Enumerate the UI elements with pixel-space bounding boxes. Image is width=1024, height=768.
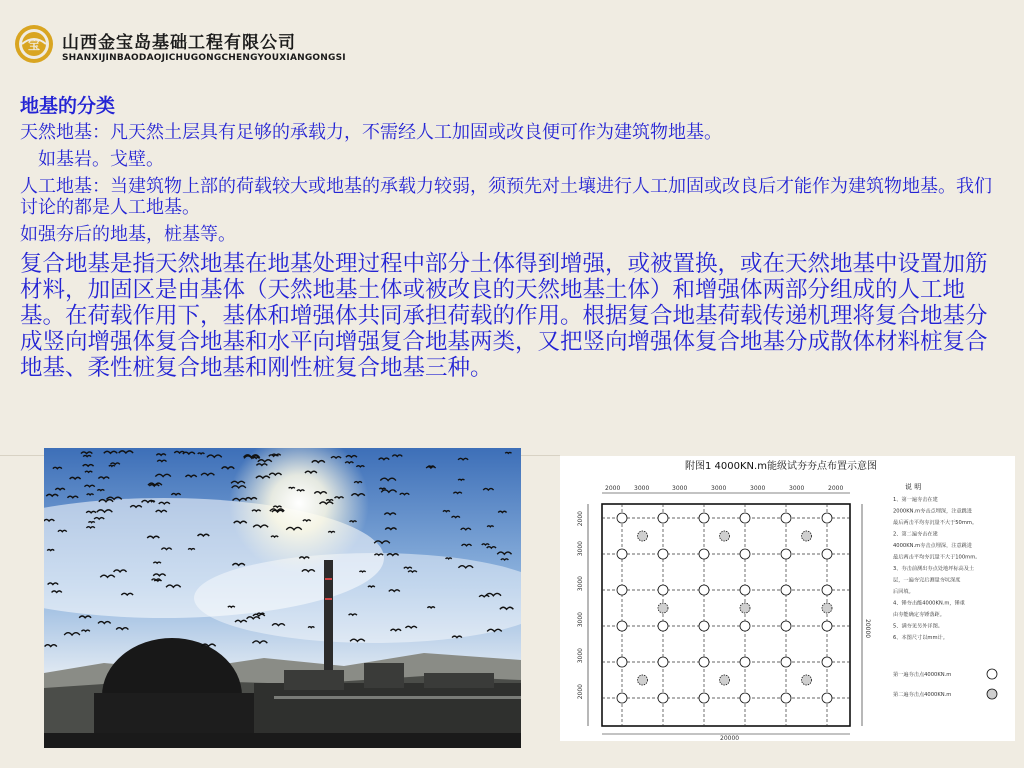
tamping-point-first xyxy=(740,657,750,667)
tamping-point-first xyxy=(822,549,832,559)
bird-shape xyxy=(379,488,385,489)
tamping-point-first xyxy=(699,657,709,667)
plan-note: 2、第二遍夯击在建 xyxy=(893,531,938,538)
plan-note: 6、本图尺寸以mm计。 xyxy=(893,635,948,641)
top-dimension-label: 3000 xyxy=(634,485,650,492)
tamping-point-first xyxy=(822,513,832,523)
bird-shape xyxy=(443,511,450,512)
bird-shape xyxy=(446,558,452,559)
top-dimension-label: 2000 xyxy=(605,485,621,492)
plan-title: 附图1 4000KN.m能级试夯夯点布置示意图 xyxy=(685,461,877,472)
bird-shape xyxy=(328,531,335,532)
tamping-point-second xyxy=(720,675,730,685)
top-dimension-label: 2000 xyxy=(828,485,844,492)
top-dimension-label: 3000 xyxy=(672,485,688,492)
bird-shape xyxy=(308,627,314,628)
left-dimension-label: 3000 xyxy=(577,541,584,557)
tamping-point-first xyxy=(781,585,791,595)
plan-note: 最后两击平均夯沉量不大于50mm。 xyxy=(893,520,978,526)
bird-shape xyxy=(47,549,54,550)
plan-note: 后回填。 xyxy=(893,589,914,595)
bird-shape xyxy=(88,522,94,523)
bird-shape xyxy=(289,487,295,488)
bird-shape xyxy=(85,471,92,472)
section-title: 地基的分类 xyxy=(20,95,116,117)
bird-shape xyxy=(427,607,434,608)
plan-note: 最后两击平均夯沉量不大于100mm。 xyxy=(893,554,981,561)
bird-shape xyxy=(198,453,205,454)
paragraph-artificial-examples: 如强夯后的地基，桩基等。 xyxy=(20,224,236,245)
tamping-point-first xyxy=(617,621,627,631)
tamping-point-second xyxy=(802,531,812,541)
tamping-point-first xyxy=(740,693,750,703)
tamping-point-first xyxy=(740,549,750,559)
tamping-point-first xyxy=(617,549,627,559)
tamping-point-first xyxy=(658,513,668,523)
tamping-plan-drawing xyxy=(560,456,1015,741)
left-dimension-label: 2000 xyxy=(577,511,584,527)
plan-note: 5、满夯见另外详图。 xyxy=(893,623,943,630)
tamping-point-first xyxy=(781,657,791,667)
plan-note: 由夯能确定夯锤落距。 xyxy=(893,612,945,618)
bird-shape xyxy=(87,494,94,495)
bird-shape xyxy=(297,490,305,491)
left-dimension-label: 3000 xyxy=(577,576,584,592)
bird-shape xyxy=(482,544,489,545)
plan-note: 1、第一遍夯击在建 xyxy=(893,497,938,503)
tamping-point-first xyxy=(740,621,750,631)
legend-second-point-icon xyxy=(987,689,997,699)
paragraph-artificial-foundation: 人工地基：当建筑物上部的荷载较大或地基的承载力较弱，须预先对土壤进行人工加固或改良后才能作为建筑物地基。我们讨论的都是人工地基。 xyxy=(20,176,992,218)
tamping-point-first xyxy=(699,693,709,703)
tamping-point-first xyxy=(822,657,832,667)
tamping-point-first xyxy=(740,513,750,523)
tamping-point-first xyxy=(699,513,709,523)
bird-shape xyxy=(354,482,362,483)
bird-shape xyxy=(359,571,365,572)
header xyxy=(0,0,1024,80)
plan-note: 3、夯击前测出夯点处地坪标高及土 xyxy=(893,566,975,572)
tamping-point-first xyxy=(658,621,668,631)
left-dimension-label: 2000 xyxy=(577,684,584,700)
tamping-point-first xyxy=(822,693,832,703)
tamping-point-first xyxy=(617,657,627,667)
tamping-point-second xyxy=(720,531,730,541)
bird-shape xyxy=(350,521,357,522)
top-dimension-label: 3000 xyxy=(711,485,727,492)
tamping-point-first xyxy=(740,585,750,595)
legend-item-label: 第一遍夯击点4000KN.m xyxy=(893,672,952,678)
bird-shape xyxy=(188,549,195,550)
legend-first-point-icon xyxy=(987,669,997,679)
left-dimension-label: 3000 xyxy=(577,648,584,664)
company-name-cn: 山西金宝岛基础工程有限公司 xyxy=(62,33,296,53)
tamping-point-first xyxy=(822,585,832,595)
tamping-point-second xyxy=(658,603,668,613)
tamping-point-first xyxy=(822,621,832,631)
tamping-point-second xyxy=(822,603,832,613)
bird-shape xyxy=(149,501,155,502)
bird-shape xyxy=(228,606,235,607)
legend-title: 说 明 xyxy=(905,483,922,491)
company-logo-icon xyxy=(14,24,54,64)
paragraph-composite-foundation: 复合地基是指天然地基在地基处理过程中部分土体得到增强，或被置换，或在天然地基中设置加筋材料，加固区是由基体（天然地基土体或被改良的天然地基土体）和增强体两部分组成的人工地基。在荷载作用下，基体和增强体共同承担荷载的作用。根据复合地基荷载传递机理将复合地基分成竖向增强体复合地基和水平向增强复合地基两类，又把竖向增强体复合地基分成散体材料桩复合地基、柔性桩复合地基和刚性桩复合地基三种。 xyxy=(20,251,988,381)
top-dimension-label: 3000 xyxy=(750,485,766,492)
tamping-point-second xyxy=(802,675,812,685)
plan-note: 4、锤夯击能4000KN.m，锤重 xyxy=(893,600,965,607)
power-plant-photo xyxy=(44,448,521,748)
tamping-point-first xyxy=(781,549,791,559)
bird-shape xyxy=(271,536,278,537)
tamping-point-first xyxy=(658,693,668,703)
bird-shape xyxy=(326,500,333,501)
right-dimension: 20000 xyxy=(864,619,871,639)
tamping-point-first xyxy=(699,585,709,595)
tamping-point-first xyxy=(699,621,709,631)
plan-note: 4000KN.m夯击点埋深，注意跳进 xyxy=(893,543,973,549)
bird-shape xyxy=(368,586,375,587)
paragraph-natural-examples: 如基岩。戈壁。 xyxy=(38,149,164,170)
left-dimension-label: 3000 xyxy=(577,612,584,628)
tamping-point-first xyxy=(617,693,627,703)
bird-shape xyxy=(303,520,311,521)
bird-shape xyxy=(153,562,161,563)
bird-shape xyxy=(458,479,464,480)
tamping-point-second xyxy=(638,531,648,541)
bird-shape xyxy=(97,490,104,491)
tamping-point-first xyxy=(617,513,627,523)
tamping-point-first xyxy=(781,693,791,703)
main-content xyxy=(20,94,995,387)
bottom-dimension: 20000 xyxy=(720,735,740,741)
tamping-point-first xyxy=(658,585,668,595)
logo-glyph: 宝 xyxy=(27,38,41,52)
bird-shape xyxy=(505,452,511,453)
top-dimension-label: 3000 xyxy=(789,485,805,492)
plan-note: 2000KN.m夯击点埋深，注意跳进 xyxy=(893,508,973,515)
paragraph-natural-foundation: 天然地基：凡天然土层具有足够的承载力，不需经人工加固或改良便可作为建筑物地基。 xyxy=(20,122,722,143)
plan-note: 层，一遍夯完后测量夯坑深度 xyxy=(893,577,961,584)
tamping-point-first xyxy=(781,621,791,631)
tamping-point-first xyxy=(658,549,668,559)
tamping-point-first xyxy=(617,585,627,595)
company-name-en: SHANXIJINBAODAOJICHUGONGCHENGYOUXIANGONGSI xyxy=(62,53,346,63)
legend-item-label: 第二遍夯击点4000KN.m xyxy=(893,692,952,698)
tamping-point-first xyxy=(781,513,791,523)
bird-shape xyxy=(109,465,115,466)
tamping-point-first xyxy=(699,549,709,559)
tamping-point-second xyxy=(740,603,750,613)
bird-shape xyxy=(501,559,509,560)
bird-shape xyxy=(487,526,493,527)
tamping-point-second xyxy=(638,675,648,685)
tamping-point-first xyxy=(658,657,668,667)
bird-shape xyxy=(257,613,264,614)
